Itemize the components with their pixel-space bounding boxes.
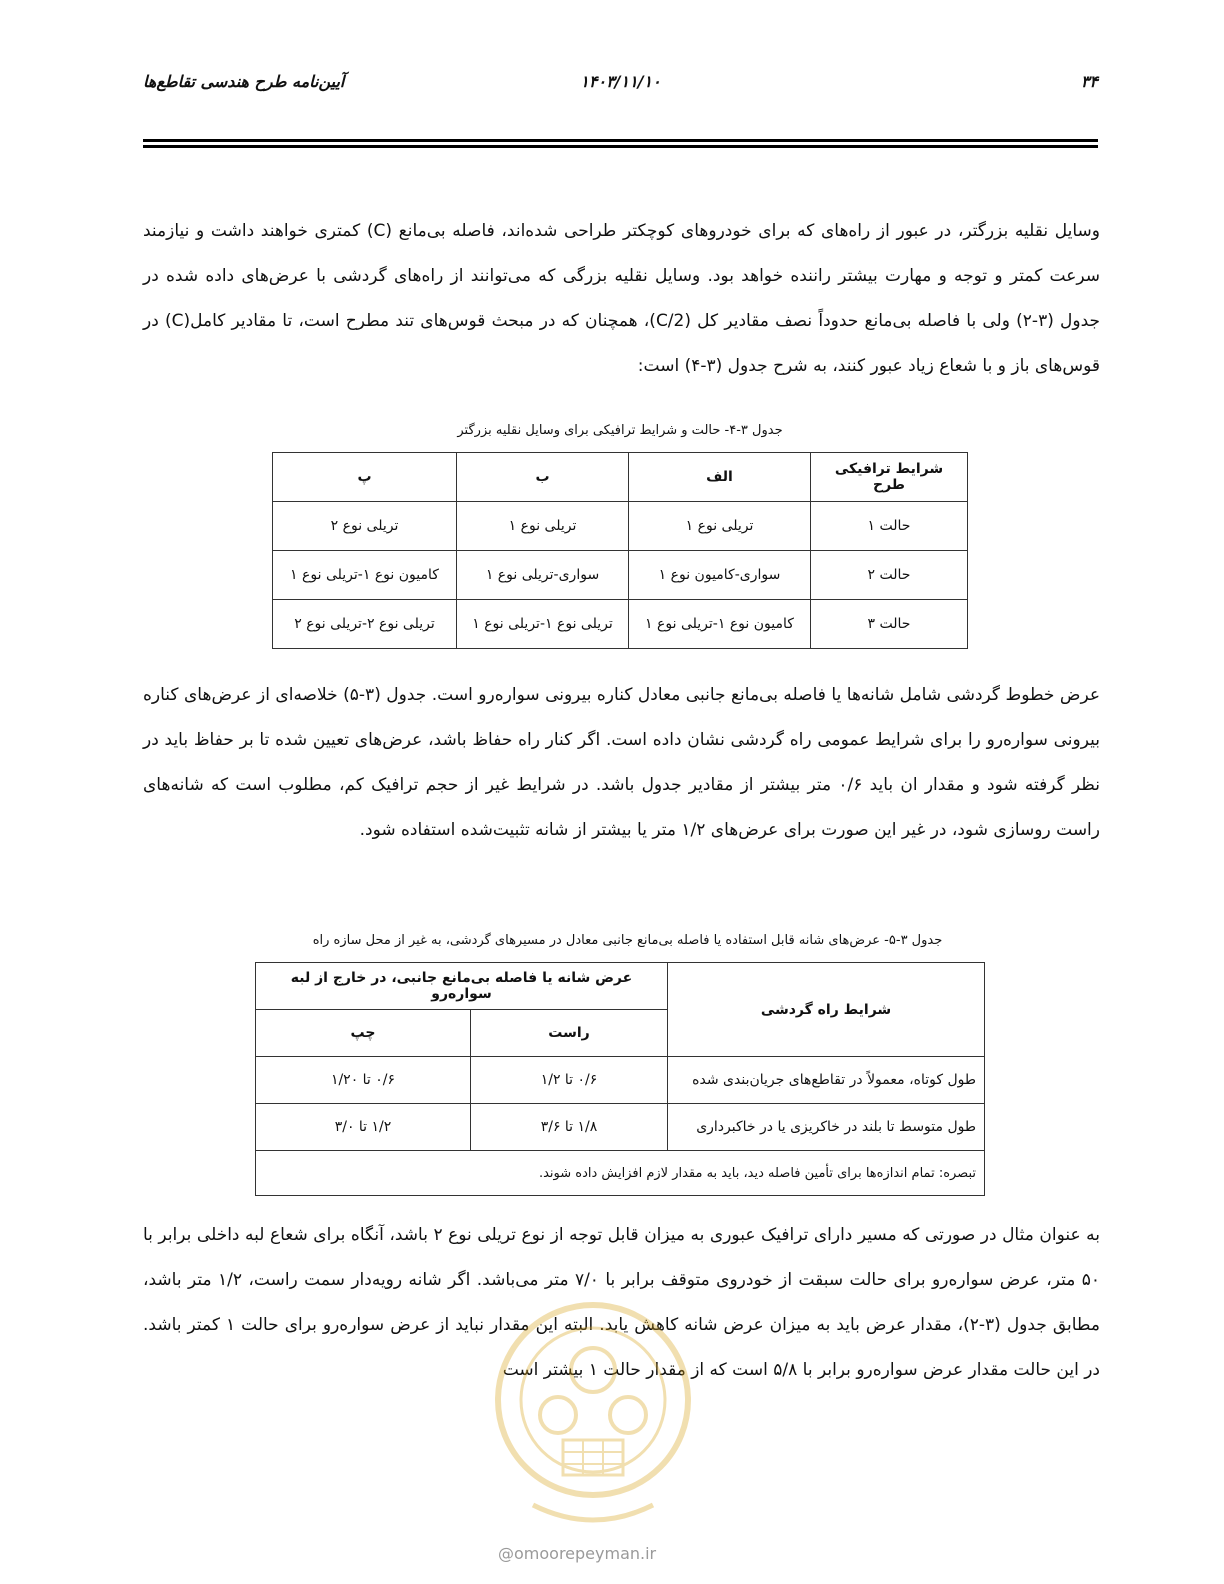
document-title: آیین‌نامه طرح هندسی تقاطع‌ها <box>143 72 345 91</box>
header-date: ۱۴۰۳/۱۱/۱۰ <box>580 72 661 91</box>
table-header-cell: ب <box>457 453 629 502</box>
seal-logo-icon <box>478 1290 708 1540</box>
table-header-cell: پ <box>273 453 457 502</box>
table-cell: ۰/۶ تا ۱/۲۰ <box>256 1057 471 1104</box>
table-header-cell: عرض شانه یا فاصله بی‌مانع جانبی، در خارج از لبه سواره‌رو <box>256 963 668 1010</box>
table-cell: ۰/۶ تا ۱/۲ <box>471 1057 668 1104</box>
table-cell: حالت ۳ <box>811 600 968 649</box>
paragraph-3: به عنوان مثال در صورتی که مسیر دارای ترافیک عبوری به میزان قابل توجه از نوع تریلی نوع ۲ باشد، آنگاه برای شعاع لبه داخلی برابر با ۵۰ متر، عرض سواره‌رو برای حالت سبقت از خودروی متوقف برابر با ۷/۰ متر می‌باشد. اگر شانه رویه‌دار سمت راست، ۱/۲ متر باشد، مطابق جدول (۳-۲)، مقدار عرض باید به میزان عرض شانه کاهش یابد. البته این مقدار نباید از عرض سواره‌رو برای حالت ۱ کمتر باشد. در این حالت مقدار عرض سواره‌رو برابر با ۵/۸ است که از مقدار حالت ۱ بیشتر است <box>143 1225 1100 1380</box>
table-cell: تریلی نوع ۱ <box>457 502 629 551</box>
table-cell: طول متوسط تا بلند در خاکریزی یا در خاکبرداری <box>668 1104 985 1151</box>
table-row <box>273 502 968 551</box>
header-rule <box>143 139 1098 142</box>
table-cell: کامیون نوع ۱-تریلی نوع ۱ <box>629 600 811 649</box>
table-cell: تریلی نوع ۲ <box>273 502 457 551</box>
table-row <box>273 551 968 600</box>
table-header-cell: الف <box>629 453 811 502</box>
table-header-cell: چپ <box>256 1010 471 1057</box>
table-traffic-conditions <box>272 452 968 649</box>
table-cell: تریلی نوع ۱-تریلی نوع ۱ <box>457 600 629 649</box>
table-note-row <box>256 1151 985 1196</box>
paragraph-1: وسایل نقلیه بزرگتر، در عبور از راه‌های که برای خودروهای کوچکتر طراحی شده‌اند، فاصله بی‌مانع (C) کمتری خواهند داشت و نیازمند سرعت کمتر و توجه و مهارت بیشتر راننده خواهد بود. وسایل نقلیه بزرگی که می‌توانند از راه‌های گردشی با عرض‌های داده شده در جدول (۳-۲) ولی با فاصله بی‌مانع حدوداً نصف مقادیر کل (C/2)، همچنان که در مبحث قوس‌های تند مطرح است، تا مقادیر کامل(C) در قوس‌های باز و با شعاع زیاد عبور کنند، به شرح جدول (۳-۴) است: <box>143 221 1101 376</box>
table-cell: سواری-تریلی نوع ۱ <box>457 551 629 600</box>
table-cell: حالت ۱ <box>811 502 968 551</box>
page-header <box>143 72 1098 102</box>
table-header-cell: شرایط ترافیکی طرح <box>811 453 968 502</box>
table-header-row <box>273 453 968 502</box>
table-cell: حالت ۲ <box>811 551 968 600</box>
table-row <box>273 600 968 649</box>
table-row <box>256 1057 985 1104</box>
page-number: ۳۴ <box>1080 72 1098 91</box>
table-cell: تریلی نوع ۲-تریلی نوع ۲ <box>273 600 457 649</box>
table-cell: ۱/۲ تا ۳/۰ <box>256 1104 471 1151</box>
table-row <box>256 1104 985 1151</box>
paragraph-2: عرض خطوط گردشی شامل شانه‌ها یا فاصله بی‌مانع جانبی معادل کناره بیرونی سواره‌رو است. جدول (۳-۵) خلاصه‌ای از عرض‌های کناره بیرونی سواره‌رو را برای شرایط عمومی راه گردشی نشان داده است. اگر کنار راه حفاظ باشد، عرض‌های تعیین شده تا بر حفاظ باید در نظر گرفته شود و مقدار ان باید ۰/۶ متر بیشتر از مقادیر جدول باشد. در شرایط غیر از حجم ترافیک کم، مطلوب است که شانه‌های راست روسازی شود، در غیر این صورت برای عرض‌های ۱/۲ متر یا بیشتر از شانه تثبیت‌شده استفاده شود. <box>143 685 1100 840</box>
table-cell: ۱/۸ تا ۳/۶ <box>471 1104 668 1151</box>
table-note: تبصره: تمام اندازه‌ها برای تأمین فاصله دید، باید به مقدار لازم افزایش داده شوند. <box>256 1151 985 1196</box>
watermark-site: @omoorepeyman.ir <box>498 1544 657 1563</box>
table2-caption: جدول ۳-۵- عرض‌های شانه قابل استفاده یا فاصله بی‌مانع جانبی معادل در مسیرهای گردشی، به غیر از محل سازه راه <box>312 933 943 948</box>
table-cell: سواری-کامیون نوع ۱ <box>629 551 811 600</box>
table-cell: کامیون نوع ۱-تریلی نوع ۱ <box>273 551 457 600</box>
table-cell: طول کوتاه، معمولاً در تقاطع‌های جریان‌بندی شده <box>668 1057 985 1104</box>
table1-caption: جدول ۳-۴- حالت و شرایط ترافیکی برای وسایل نقلیه بزرگتر <box>457 423 783 438</box>
header-rule-double <box>143 145 1098 148</box>
table-cell: تریلی نوع ۱ <box>629 502 811 551</box>
table-header-cell: شرایط راه گردشی <box>668 963 985 1057</box>
table-header-cell: راست <box>471 1010 668 1057</box>
table-shoulder-widths <box>255 962 985 1196</box>
table-header-row <box>256 963 985 1010</box>
